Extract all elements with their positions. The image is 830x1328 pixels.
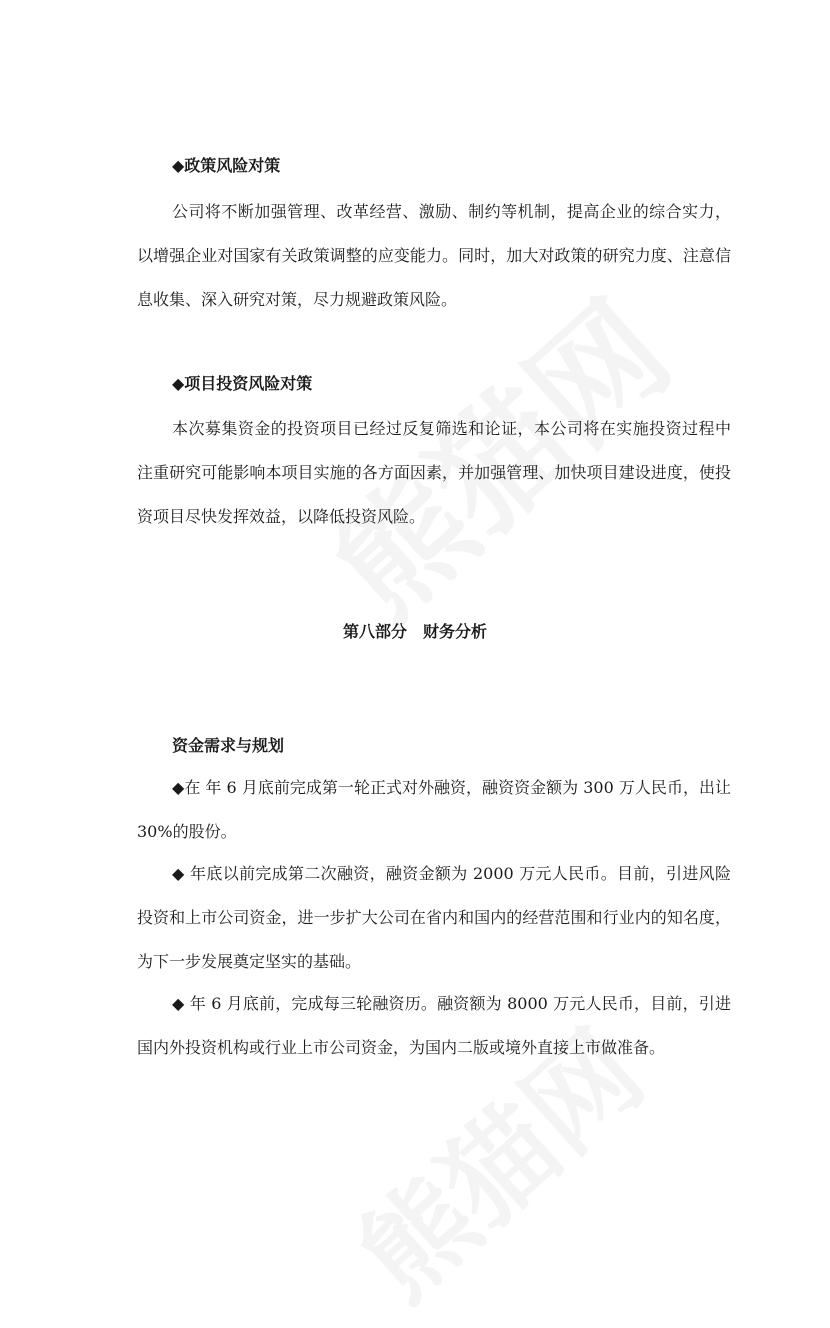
policy-risk-paragraph: 公司将不断加强管理、改革经营、激励、制约等机制，提高企业的综合实力，以增强企业对国家有关政策调整的应变能力。同时，加大对政策的研究力度、注意信息收集、深入研究对策，尽力规避政策风险。	[137, 202, 731, 309]
funding-heading: 资金需求与规划	[172, 736, 285, 755]
funding-item-3: ◆ 年 6 月底前，完成每三轮融资历。融资额为 8000 万元人民币，目前，引进国内外投资机构或行业上市公司资金，为国内二版或境外直接上市做准备。	[137, 994, 731, 1057]
policy-risk-heading: ◆政策风险对策	[172, 156, 281, 175]
part-title: 第八部分 财务分析	[342, 622, 487, 641]
funding-item-1: ◆在 年 6 月底前完成第一轮正式对外融资，融资资金额为 300 万人民币，出让 30%的股份。	[137, 778, 731, 841]
project-risk-paragraph: 本次募集资金的投资项目已经过反复筛选和论证，本公司将在实施投资过程中注重研究可能影响本项目实施的各方面因素，并加强管理、加快项目建设进度，使投资项目尽快发挥效益，以降低投资风险。	[137, 419, 731, 526]
funding-item-2: ◆ 年底以前完成第二次融资，融资金额为 2000 万元人民币。目前，引进风险投资和上市公司资金，进一步扩大公司在省内和国内的经营范围和行业内的知名度，为下一步发展奠定坚实的基础。	[137, 864, 731, 971]
project-risk-heading: ◆项目投资风险对策	[172, 374, 313, 393]
